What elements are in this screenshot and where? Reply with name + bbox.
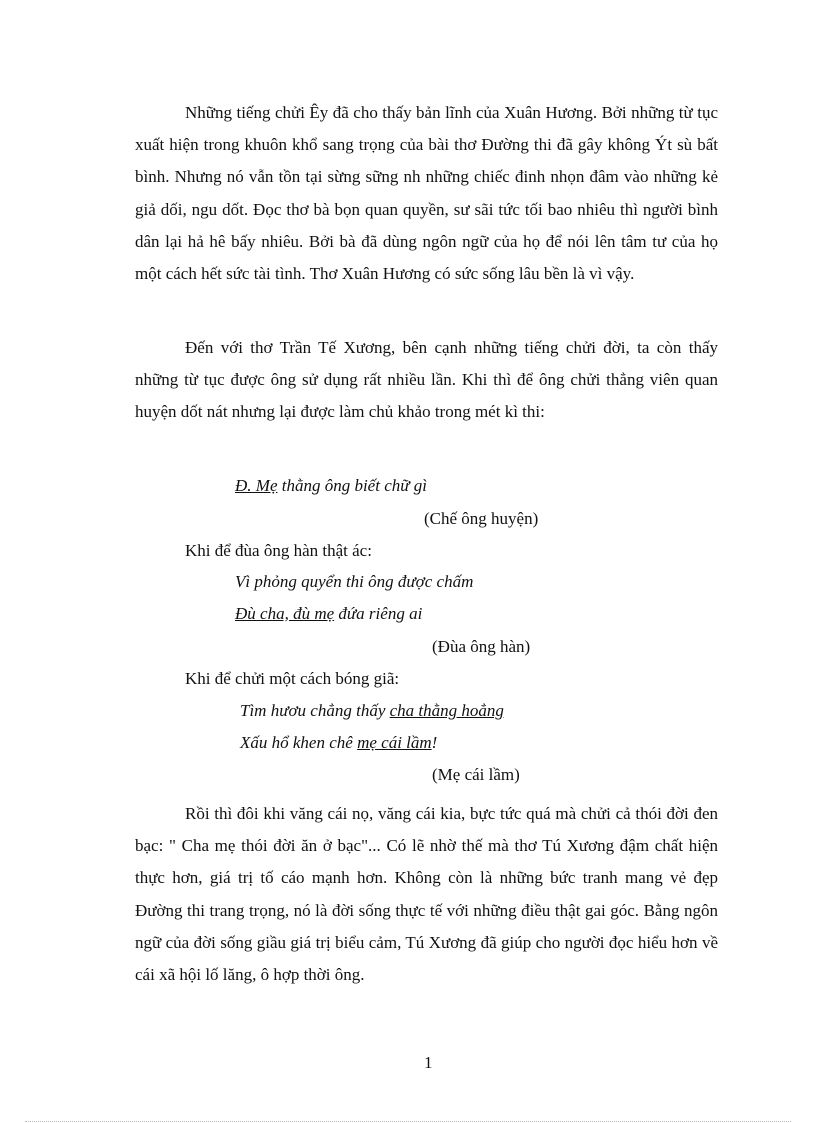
lead-3: Khi để chửi một cách bóng giã: <box>185 669 400 688</box>
quote-1-rest: thằng ông biết chữ gì <box>277 476 427 495</box>
quote-3-line-2-underlined: mẹ cái lầm <box>357 733 432 752</box>
quote-3-line-2-end: ! <box>431 733 438 752</box>
quote-3-line-1-underlined: cha thằng hoẳng <box>389 701 504 720</box>
page-bottom-divider <box>25 1121 791 1122</box>
quote-3-line-2 <box>240 727 437 759</box>
quote-3-line-2-pre: Xấu hổ khen chê <box>240 733 358 752</box>
paragraph-2 <box>135 332 718 429</box>
paragraph-3-text: Rồi thì đôi khi văng cái nọ, văng cái kia, bực tức quá mà chửi cả thói đời đen bạc: " Cha mẹ thói đời ăn ở bạc"... Có lẽ nhờ thế mà thơ Tú Xương đậm chất hiện thực hơn, giá trị tố cáo mạnh hơn. Không còn là những bức tranh mang vẻ đẹp Đường thi trang trọng, nó là đời sống thực tế với những điều thật gai góc. Bằng ngôn ngữ của đời sống giầu giá trị biểu cảm, Tú Xương đã giúp cho người đọc hiểu hơn về cái xã hội lố lăng, ô hợp thời ông. <box>135 804 718 985</box>
paragraph-1 <box>135 97 718 290</box>
quote-2-line-2 <box>235 598 422 630</box>
quote-1-line <box>235 470 427 502</box>
quote-2-source: (Đùa ông hàn) <box>432 637 531 656</box>
quote-3-source: (Mẹ cái lầm) <box>432 765 520 784</box>
quote-3-line-1-pre: Tìm hươu chẳng thấy <box>240 701 390 720</box>
quote-2-underlined: Đù cha, đù mẹ <box>235 604 335 623</box>
paragraph-1-text: Những tiếng chửi Êy đã cho thấy bản lĩnh của Xuân Hương. Bởi những từ tục xuất hiện trong khuôn khổ sang trọng của bài thơ Đường thi đã gây không Ýt sù bất bình. Nhưng nó vẫn tồn tại sừng sững nh những chiếc đinh nhọn đâm vào những kẻ giả dối, ngu dốt. Đọc thơ bà bọn quan quyền, sư sãi tức tối bao nhiêu thì người bình dân lại hả hê bấy nhiêu. Bởi bà đã dùng ngôn ngữ của họ để nói lên tâm tư của họ một cách hết sức tài tình. Thơ Xuân Hương có sức sống lâu bền là vì vậy. <box>135 103 718 284</box>
page-number: 1 <box>424 1053 433 1072</box>
quote-2-line-1: Vì phỏng quyển thi ông được chấm <box>235 572 474 591</box>
lead-2: Khi để đùa ông hàn thật ác: <box>185 541 372 560</box>
quote-2-rest: đứa riêng ai <box>334 604 423 623</box>
quote-1-underlined: Đ. Mẹ <box>235 476 278 495</box>
paragraph-3 <box>135 798 718 991</box>
paragraph-2-text: Đến với thơ Trần Tế Xương, bên cạnh những tiếng chửi đời, ta còn thấy những từ tục được ông sử dụng rất nhiều lần. Khi thì để ông chửi thẳng viên quan huyện dốt nát nhưng lại được làm chủ khảo trong mét kì thi: <box>135 338 718 422</box>
quote-3-line-1 <box>240 695 504 727</box>
quote-1-source: (Chế ông huyện) <box>424 509 539 528</box>
